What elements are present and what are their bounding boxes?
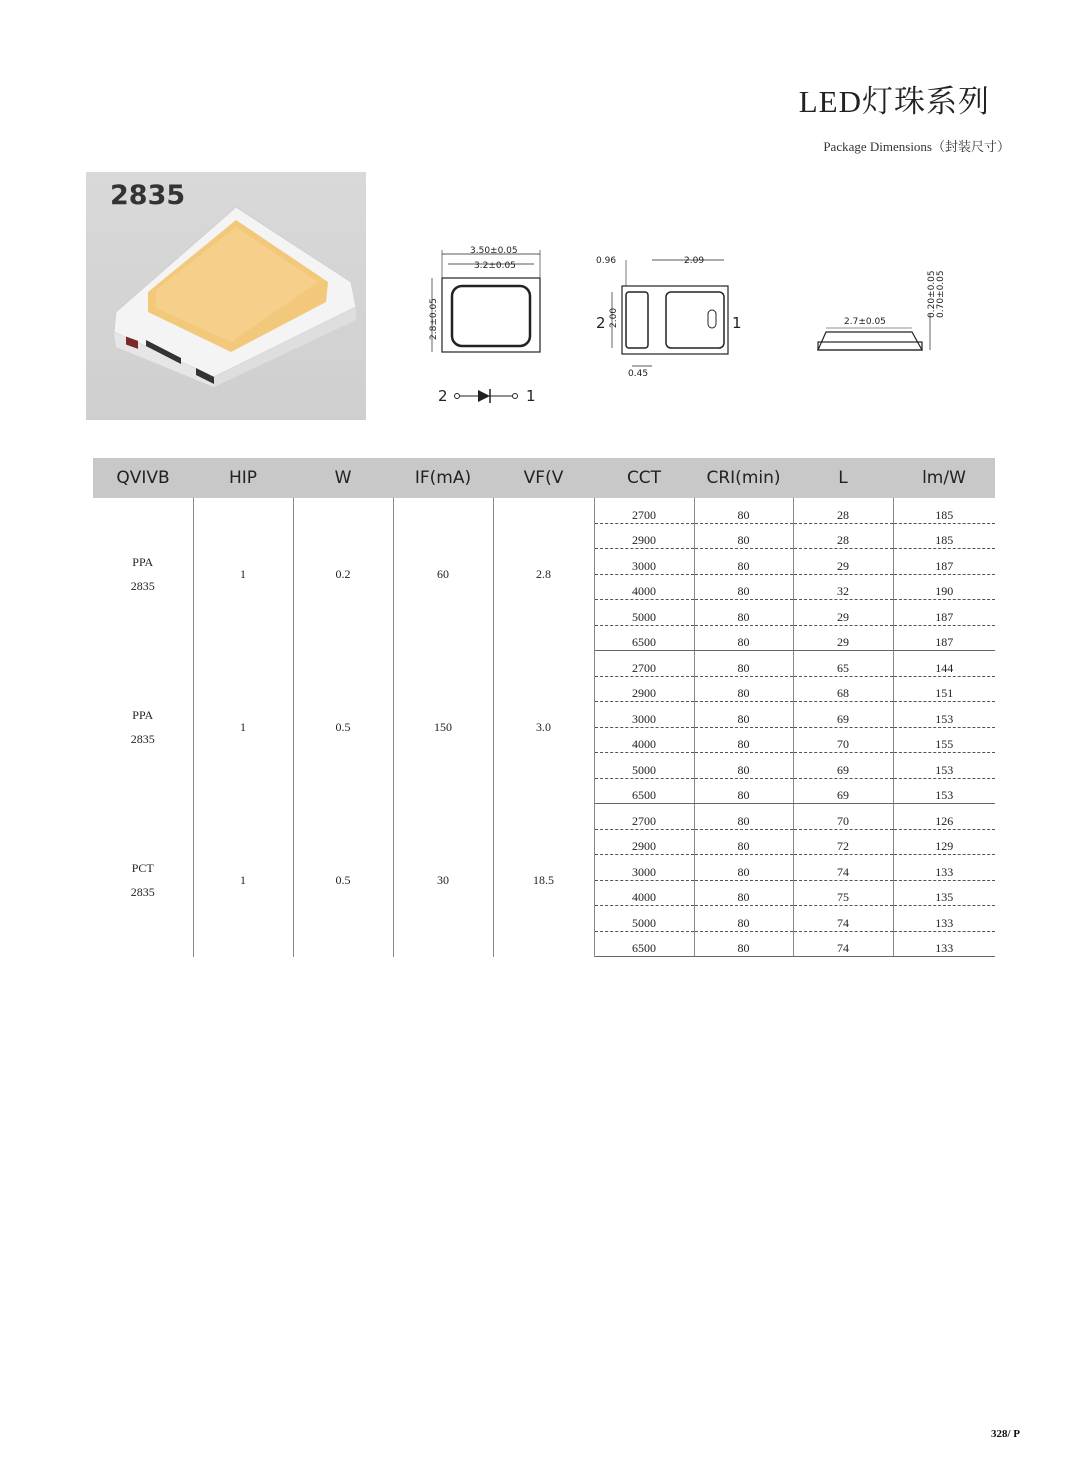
cell-cri: 80 (694, 523, 793, 549)
cell-cri: 80 (694, 753, 793, 779)
cell-cct: 5000 (594, 600, 694, 626)
page-number: 328/ P (990, 1428, 1020, 1440)
group-size: 2835 (130, 732, 155, 746)
col-header-w: W (293, 458, 393, 498)
dim-bottom-width: 2.09 (684, 256, 705, 266)
cell-lmw: 187 (893, 549, 995, 575)
group-current: 60 (393, 498, 493, 651)
dim-top-inner-width: 3.2±0.05 (474, 261, 516, 271)
cell-l: 72 (793, 829, 893, 855)
group-voltage: 18.5 (493, 804, 594, 957)
cell-cri: 80 (694, 625, 793, 651)
cell-cct: 2900 (594, 829, 694, 855)
cell-cri: 80 (694, 498, 793, 523)
cell-cct: 4000 (594, 574, 694, 600)
group-name: PPA (132, 555, 154, 570)
diode-symbol (438, 387, 536, 405)
cell-cri: 80 (694, 676, 793, 702)
col-header-cct: CCT (594, 458, 694, 498)
cell-cct: 2900 (594, 676, 694, 702)
cell-cct: 5000 (594, 753, 694, 779)
cell-l: 68 (793, 676, 893, 702)
cell-l: 70 (793, 727, 893, 753)
group-voltage: 3.0 (493, 651, 594, 804)
group-size: 2835 (130, 579, 155, 594)
cell-cri: 80 (694, 829, 793, 855)
bottom-pin-right: 1 (732, 314, 742, 332)
cell-cri: 80 (694, 906, 793, 932)
page-title: LED灯珠系列 (798, 84, 990, 119)
cell-cct: 2700 (594, 651, 694, 677)
symbol-pin-right: 1 (526, 387, 536, 405)
cell-cct: 2900 (594, 523, 694, 549)
cell-l: 29 (793, 600, 893, 626)
cell-lmw: 185 (893, 523, 995, 549)
cell-l: 69 (793, 778, 893, 804)
group-name-cell (93, 651, 193, 804)
cell-l: 69 (793, 753, 893, 779)
cell-cri: 80 (694, 778, 793, 804)
cell-lmw: 144 (893, 651, 995, 677)
cell-l: 75 (793, 880, 893, 906)
cell-lmw: 155 (893, 727, 995, 753)
table-header-row (93, 458, 995, 498)
cell-lmw: 185 (893, 498, 995, 523)
group-chip: 1 (193, 651, 293, 804)
cell-l: 69 (793, 702, 893, 728)
group-chip: 1 (193, 498, 293, 651)
cell-lmw: 133 (893, 931, 995, 957)
bottom-pin-left: 2 (596, 314, 606, 332)
group-name: PCT (131, 861, 154, 875)
dim-top-outer-width: 3.50±0.05 (470, 246, 518, 256)
cell-l: 29 (793, 549, 893, 575)
cell-cct: 4000 (594, 880, 694, 906)
side-view-drawing (818, 270, 946, 350)
cell-cri: 80 (694, 880, 793, 906)
cell-cri: 80 (694, 549, 793, 575)
cell-lmw: 151 (893, 676, 995, 702)
cell-cct: 3000 (594, 549, 694, 575)
cell-cct: 2700 (594, 498, 694, 523)
dim-bottom-gap: 0.45 (628, 369, 649, 379)
cell-cri: 80 (694, 600, 793, 626)
cell-l: 32 (793, 574, 893, 600)
group-watt: 0.5 (293, 651, 393, 804)
table-row (93, 804, 995, 830)
cell-cct: 6500 (594, 931, 694, 957)
cell-l: 70 (793, 804, 893, 830)
cell-lmw: 126 (893, 804, 995, 830)
cell-cct: 4000 (594, 727, 694, 753)
col-header-l: L (793, 458, 893, 498)
cell-lmw: 153 (893, 702, 995, 728)
group-chip: 1 (193, 804, 293, 957)
cell-l: 28 (793, 498, 893, 523)
dim-side-h2: 0.70±0.05 (936, 270, 946, 318)
page-subtitle: Package Dimensions（封装尺寸） (823, 139, 1010, 154)
col-header-lmw: lm/W (893, 458, 995, 498)
group-name-cell (93, 804, 193, 957)
cell-l: 28 (793, 523, 893, 549)
bottom-view-drawing (596, 256, 742, 379)
cell-cri: 80 (694, 855, 793, 881)
product-photo (86, 172, 366, 420)
table-row (93, 651, 995, 677)
cell-l: 65 (793, 651, 893, 677)
cell-cri: 80 (694, 931, 793, 957)
cell-cri: 80 (694, 804, 793, 830)
cell-l: 29 (793, 625, 893, 651)
col-header-hip: HIP (193, 458, 293, 498)
group-name: PPA (132, 708, 154, 722)
cell-cct: 3000 (594, 702, 694, 728)
top-view-drawing (429, 246, 540, 352)
cell-l: 74 (793, 906, 893, 932)
cell-lmw: 133 (893, 906, 995, 932)
group-watt: 0.2 (293, 498, 393, 651)
group-name-cell (93, 498, 193, 651)
group-current: 30 (393, 804, 493, 957)
col-header-cri: CRI(min) (694, 458, 793, 498)
dim-bottom-pad-width: 0.96 (596, 256, 617, 266)
cell-l: 74 (793, 855, 893, 881)
group-current: 150 (393, 651, 493, 804)
col-header-if: IF(mA) (393, 458, 493, 498)
package-dimension-drawings (400, 240, 1000, 420)
cell-cri: 80 (694, 702, 793, 728)
group-size: 2835 (130, 885, 155, 899)
cell-lmw: 153 (893, 778, 995, 804)
cell-lmw: 129 (893, 829, 995, 855)
symbol-pin-left: 2 (438, 387, 448, 405)
group-voltage: 2.8 (493, 498, 594, 651)
dim-bottom-height: 2.00 (609, 307, 619, 328)
cell-cri: 80 (694, 651, 793, 677)
cell-lmw: 135 (893, 880, 995, 906)
cell-lmw: 133 (893, 855, 995, 881)
table-row (93, 498, 995, 523)
cell-cct: 5000 (594, 906, 694, 932)
spec-table (93, 458, 995, 957)
cell-lmw: 187 (893, 625, 995, 651)
cell-cri: 80 (694, 727, 793, 753)
cell-lmw: 190 (893, 574, 995, 600)
cell-lmw: 187 (893, 600, 995, 626)
cell-cct: 2700 (594, 804, 694, 830)
cell-l: 74 (793, 931, 893, 957)
cell-cri: 80 (694, 574, 793, 600)
dim-side-h1: 0.20±0.05 (927, 270, 937, 318)
product-model: 2835 (110, 180, 186, 211)
dim-side-length: 2.7±0.05 (844, 317, 886, 327)
col-header-qvivb: QVIVB (93, 458, 193, 498)
cell-cct: 6500 (594, 625, 694, 651)
dim-top-height: 2.8±0.05 (429, 298, 439, 340)
cell-lmw: 153 (893, 753, 995, 779)
col-header-vf: VF(V (493, 458, 594, 498)
cell-cct: 6500 (594, 778, 694, 804)
group-watt: 0.5 (293, 804, 393, 957)
cell-cct: 3000 (594, 855, 694, 881)
